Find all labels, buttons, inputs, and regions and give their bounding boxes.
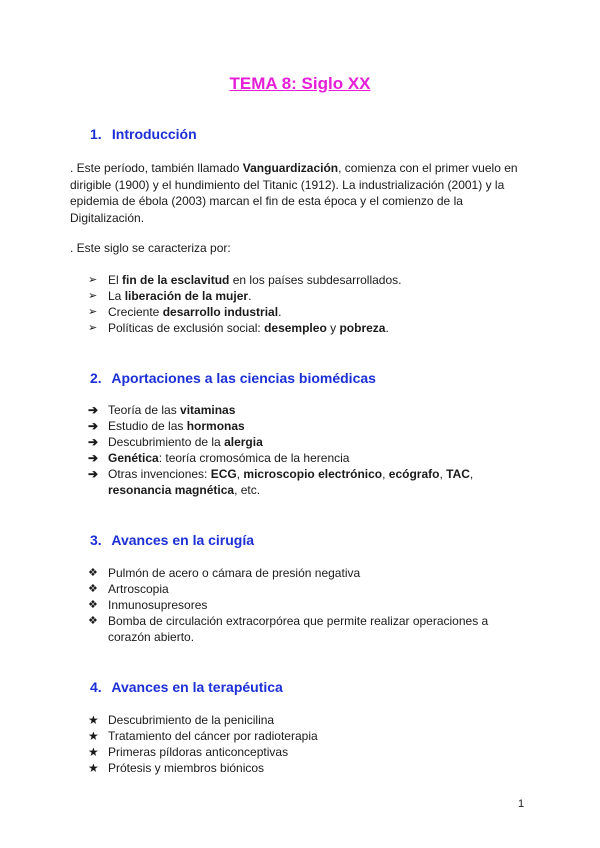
bold-run: alergia	[224, 435, 263, 449]
section-title: Avances en la terapéutica	[111, 679, 283, 695]
text-run: en los países subdesarrollados.	[229, 273, 402, 287]
list-item	[88, 728, 528, 744]
bold-run: resonancia magnética	[108, 483, 235, 497]
section-title: Aportaciones a las ciencias biomédicas	[111, 370, 376, 386]
text-run: Estudio de las	[108, 419, 187, 433]
text-run: Descubrimiento de la penicilina	[108, 713, 275, 727]
list-item	[88, 288, 528, 304]
text-run: ,	[382, 467, 389, 481]
bold-run: pobreza	[339, 321, 386, 335]
bold-run: liberación de la mujer	[124, 289, 249, 303]
text-run: Bomba de circulación extracorpórea que permite realizar operaciones a corazón abierto.	[108, 614, 489, 644]
text-run: . Este período, también llamado	[70, 161, 243, 175]
bold-run: desempleo	[264, 321, 327, 335]
section-title: Avances en la cirugía	[111, 532, 255, 548]
therapy-list	[88, 712, 528, 776]
page-title: TEMA 8: Siglo XX	[229, 74, 371, 93]
section-number: 1.	[90, 126, 102, 142]
surgery-list	[88, 565, 528, 645]
text-run: , etc.	[234, 483, 261, 497]
list-item	[88, 304, 528, 320]
characteristics-list	[88, 272, 528, 336]
bullet-star-icon: ★	[88, 761, 99, 775]
bullet-right-arrow-icon: ➔	[88, 451, 99, 465]
bullet-star-icon: ★	[88, 745, 99, 759]
text-run: , comienza con el primer vuelo en dirigible (1900) y el hundimiento del Titanic (1912). La industrialización (2001) y la epidemia de ébola (2003) marcan el fin de esta época y el comienzo de la Digitalización.	[70, 161, 518, 225]
text-run: .	[385, 321, 389, 335]
text-run: La	[108, 289, 125, 303]
list-item	[88, 613, 528, 645]
text-run: ,	[236, 467, 244, 481]
text-run: Creciente	[108, 305, 163, 319]
bullet-diamond-icon: ❖	[88, 615, 98, 627]
text-run: ,	[439, 467, 447, 481]
bold-run: Vanguardización	[242, 161, 339, 175]
section-heading-introduccion	[90, 126, 197, 142]
list-item	[88, 597, 528, 613]
list-item	[88, 402, 528, 418]
list-item	[88, 712, 528, 728]
bullet-right-arrow-icon: ➔	[88, 419, 99, 433]
bullet-right-arrow-icon: ➔	[88, 467, 99, 481]
biomed-list	[88, 402, 528, 498]
bullet-right-arrow-icon: ➔	[88, 435, 99, 449]
text-run: : teoría cromosómica de la herencia	[158, 451, 350, 465]
list-item	[88, 434, 528, 450]
text-run: Otras invenciones:	[108, 467, 211, 481]
list-item	[88, 418, 528, 434]
text-run: Primeras píldoras anticonceptivas	[108, 745, 289, 759]
section-heading-cirugia	[90, 532, 254, 548]
bold-run: Genética	[108, 451, 159, 465]
section-heading-terapeutica	[90, 679, 283, 695]
list-item	[88, 760, 528, 776]
text-run: Tratamiento del cáncer por radioterapia	[108, 729, 318, 743]
text-run: ,	[469, 467, 474, 481]
bold-run: desarrollo industrial	[162, 305, 279, 319]
bold-run: ecógrafo	[388, 467, 440, 481]
text-run: .	[248, 289, 252, 303]
intro-paragraph	[70, 160, 540, 226]
text-run: Pulmón de acero o cámara de presión negativa	[108, 566, 361, 580]
bullet-right-arrow-icon: ➔	[88, 403, 99, 417]
section-number: 3.	[90, 532, 102, 548]
bullet-star-icon: ★	[88, 713, 99, 727]
section-number: 4.	[90, 679, 102, 695]
text-run: Prótesis y miembros biónicos	[108, 761, 265, 775]
list-item	[88, 320, 528, 336]
bullet-arrow-icon: ➢	[88, 306, 98, 318]
section-title: Introducción	[111, 126, 197, 142]
list-item	[88, 466, 528, 498]
bullet-diamond-icon: ❖	[88, 567, 98, 579]
text-run: Artroscopia	[108, 582, 169, 596]
bullet-arrow-icon: ➢	[88, 290, 98, 302]
bullet-diamond-icon: ❖	[88, 599, 98, 611]
bold-run: fin de la esclavitud	[122, 273, 230, 287]
list-item	[88, 581, 528, 597]
section-heading-aportaciones	[90, 370, 376, 386]
bold-run: hormonas	[186, 419, 245, 433]
list-item	[88, 450, 528, 466]
bold-run: TAC	[446, 467, 470, 481]
bullet-star-icon: ★	[88, 729, 99, 743]
text-run: El	[108, 273, 123, 287]
text-run: Descubrimiento de la	[108, 435, 225, 449]
text-run: .	[278, 305, 282, 319]
text-run: y	[326, 321, 340, 335]
bold-run: vitaminas	[180, 403, 236, 417]
list-item	[88, 565, 528, 581]
bullet-arrow-icon: ➢	[88, 322, 98, 334]
bullet-diamond-icon: ❖	[88, 583, 98, 595]
list-item	[88, 272, 528, 288]
text-run: Inmunosupresores	[108, 598, 208, 612]
text-run: Teoría de las	[108, 403, 181, 417]
section-number: 2.	[90, 370, 102, 386]
bullet-arrow-icon: ➢	[88, 274, 98, 286]
text-run: Políticas de exclusión social:	[108, 321, 265, 335]
bold-run: microscopio electrónico	[243, 467, 383, 481]
list-item	[88, 744, 528, 760]
bold-run: ECG	[210, 467, 237, 481]
page-number: 1	[518, 798, 525, 810]
characteristics-intro: . Este siglo se caracteriza por:	[70, 241, 231, 255]
